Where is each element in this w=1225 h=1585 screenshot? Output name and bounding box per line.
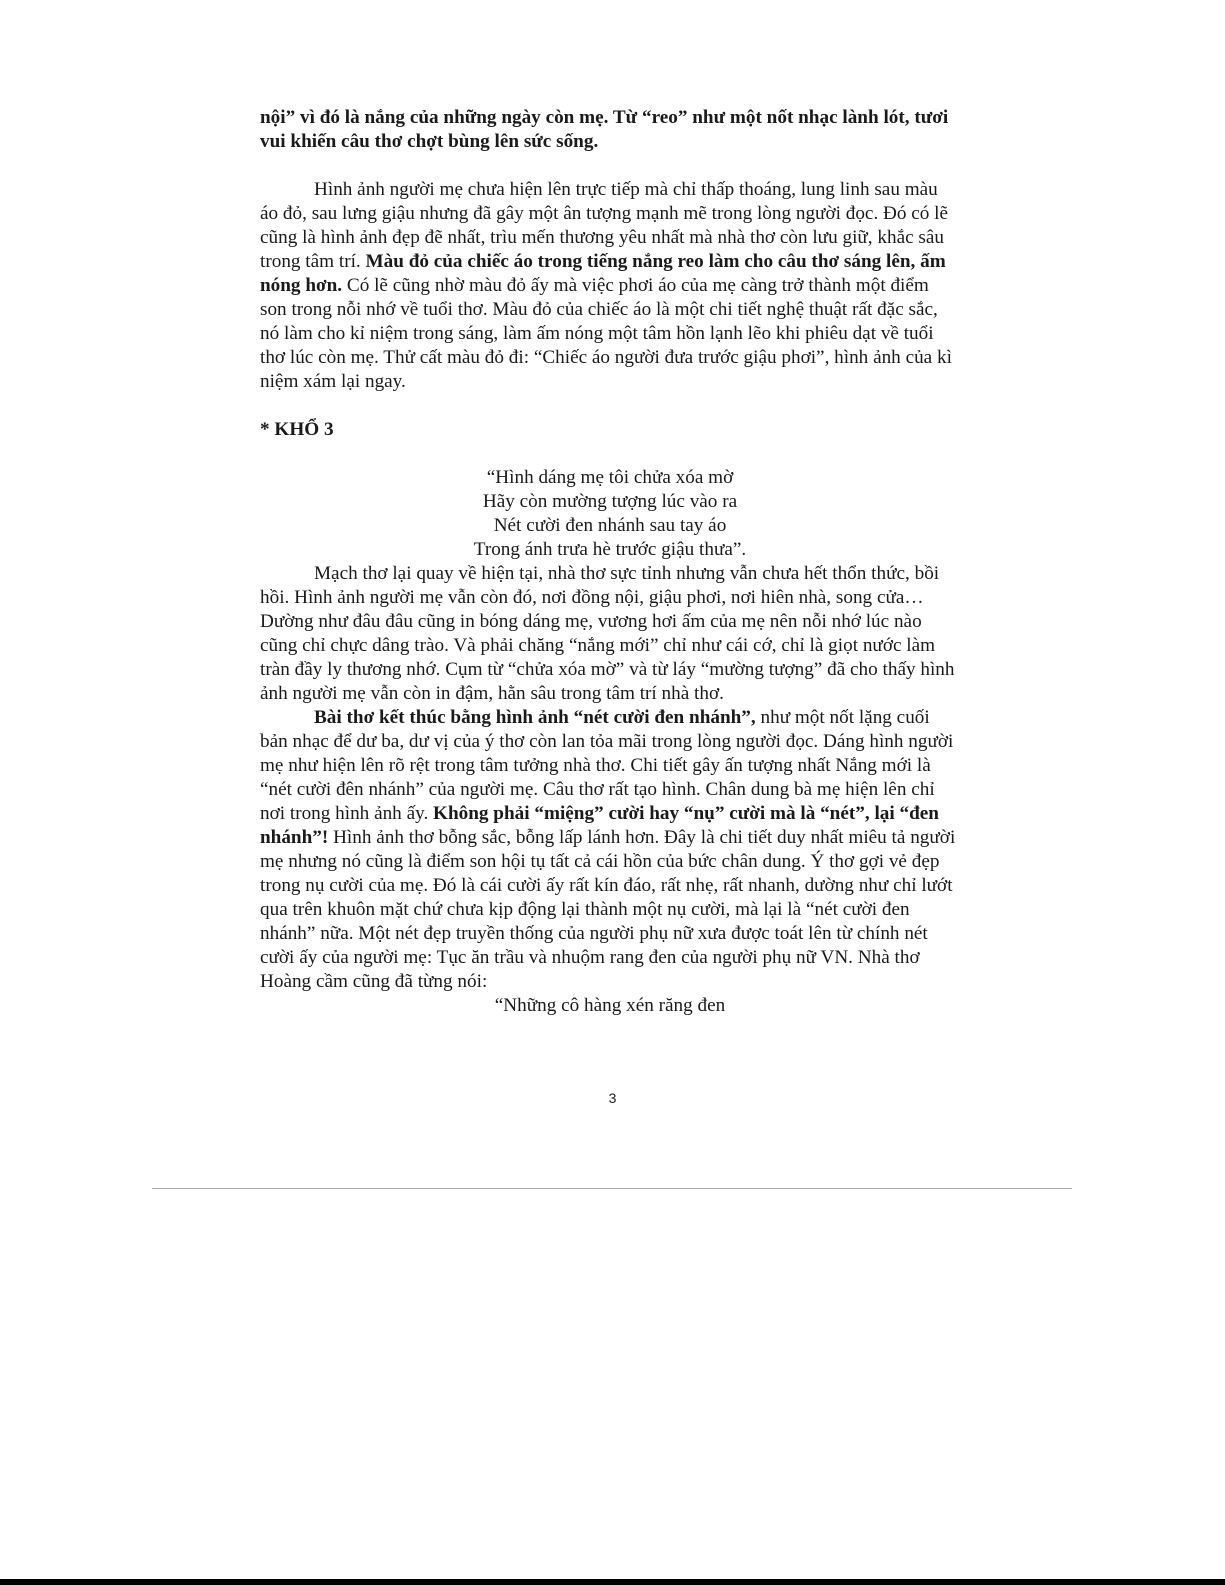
bottom-edge-bar <box>0 1579 1225 1585</box>
paragraph-1 <box>260 106 960 154</box>
page-number: 3 <box>608 1090 617 1106</box>
bold-text: nội” vì đó là nắng của những ngày còn mẹ. Từ “reo” như một nốt nhạc lành lót, tươi vui khiến câu thơ chợt bùng lên sức sống. <box>260 107 949 152</box>
paragraph-3 <box>260 562 960 706</box>
bold-text: Không phải “miệng” cười hay “nụ” cười mà là “nét”, lại “đen nhánh”! <box>260 803 939 848</box>
body-text: Hình ảnh thơ bỗng sắc, bỗng lấp lánh hơn. Đây là chi tiết duy nhất miêu tả người mẹ nhưng nó cũng là điểm son hội tụ tất cả cái hồn của bức chân dung. Ý thơ gợi vẻ đẹp trong nụ cười của mẹ. Đó là cái cười ấy rất kín đáo, rất nhẹ, rất nhanh, dường như chỉ lướt qua trên khuôn mặt chứ chưa kịp động lại thành một nụ cười, mà lại là “nét cười đen nhánh” nữa. Một nét đẹp truyền thống của người phụ nữ xưa được toát lên từ chính nét cười ấy của người mẹ: Tục ăn trầu và nhuộm rang đen của người phụ nữ VN. Nhà thơ Hoàng cầm cũng đã từng nói: <box>260 827 956 992</box>
paragraph-2 <box>260 178 960 394</box>
section-heading: * KHỔ 3 <box>260 419 334 440</box>
body-text: Mạch thơ lại quay về hiện tại, nhà thơ sực tỉnh nhưng vẫn chưa hết thổn thức, bồi hồi. Hình ảnh người mẹ vẫn còn đó, nơi đồng nội, giậu phơi, nơi hiên nhà, song cửa… Dường như đâu đâu cũng in bóng dáng mẹ, vương hơi ấm của mẹ nên nỗi nhớ lúc nào cũng chỉ chực dâng trào. Và phải chăng “nắng mới” chỉ như cái cớ, chỉ là giọt nước làm tràn đầy ly thương nhớ. Cụm từ “chửa xóa mờ” và từ láy “mường tượng” đã cho thấy hình ảnh người mẹ vẫn còn in đậm, hằn sâu trong tâm trí nhà thơ. <box>260 563 955 704</box>
body-text: như một nốt lặng cuối bản nhạc để dư ba, dư vị của ý thơ còn lan tỏa mãi trong lòng người đọc. Dáng hình người mẹ như hiện lên rõ rệt trong tâm tưởng nhà thơ. Chi tiết gây ấn tượng nhất Nắng mới là “nét cười đên nhánh” của người mẹ. Câu thơ rất tạo hình. Chân dung bà mẹ hiện lên chỉ nơi trong hình ảnh ấy. <box>260 707 954 824</box>
page-divider <box>152 1188 1072 1189</box>
poem-line: Trong ánh trưa hè trước giậu thưa”. <box>473 539 747 560</box>
document-page <box>260 106 960 1018</box>
poem-excerpt-2 <box>260 994 960 1018</box>
bold-text: Màu đỏ của chiếc áo trong tiếng nắng reo làm cho câu thơ sáng lên, ấm nóng hơn. <box>260 251 946 296</box>
body-text: Có lẽ cũng nhờ màu đỏ ấy mà việc phơi áo của mẹ càng trở thành một điểm son trong nỗi nhớ về tuổi thơ. Màu đỏ của chiếc áo là một chi tiết nghệ thuật rất đặc sắc, nó làm cho kỉ niệm trong sáng, làm ấm nóng một tâm hồn lạnh lẽo khi phiêu dạt về tuổi thơ lúc còn mẹ. Thử cất màu đỏ đi: “Chiếc áo người đưa trước giậu phơi”, hình ảnh của kì niệm xám lại ngay. <box>260 275 952 392</box>
body-text: Hình ảnh người mẹ chưa hiện lên trực tiếp mà chỉ thấp thoáng, lung linh sau màu áo đỏ, sau lưng giậu nhưng đã gây một ân tượng mạnh mẽ trong lòng người đọc. Đó có lẽ cũng là hình ảnh đẹp đẽ nhất, trìu mến thương yêu nhất mà nhà thơ còn lưu giữ, khắc sâu trong tâm trí. <box>260 179 949 272</box>
poem-line: Nét cười đen nhánh sau tay áo <box>493 515 727 536</box>
poem-excerpt-1 <box>260 466 960 562</box>
bold-text: Bài thơ kết thúc bằng hình ảnh “nét cười đen nhánh”, <box>314 707 756 728</box>
poem-line: “Những cô hàng xén răng đen <box>494 995 726 1016</box>
paragraph-4 <box>260 706 960 994</box>
poem-line: “Hình dáng mẹ tôi chửa xóa mờ <box>486 467 734 488</box>
poem-line: Hãy còn mường tượng lúc vào ra <box>482 491 738 512</box>
